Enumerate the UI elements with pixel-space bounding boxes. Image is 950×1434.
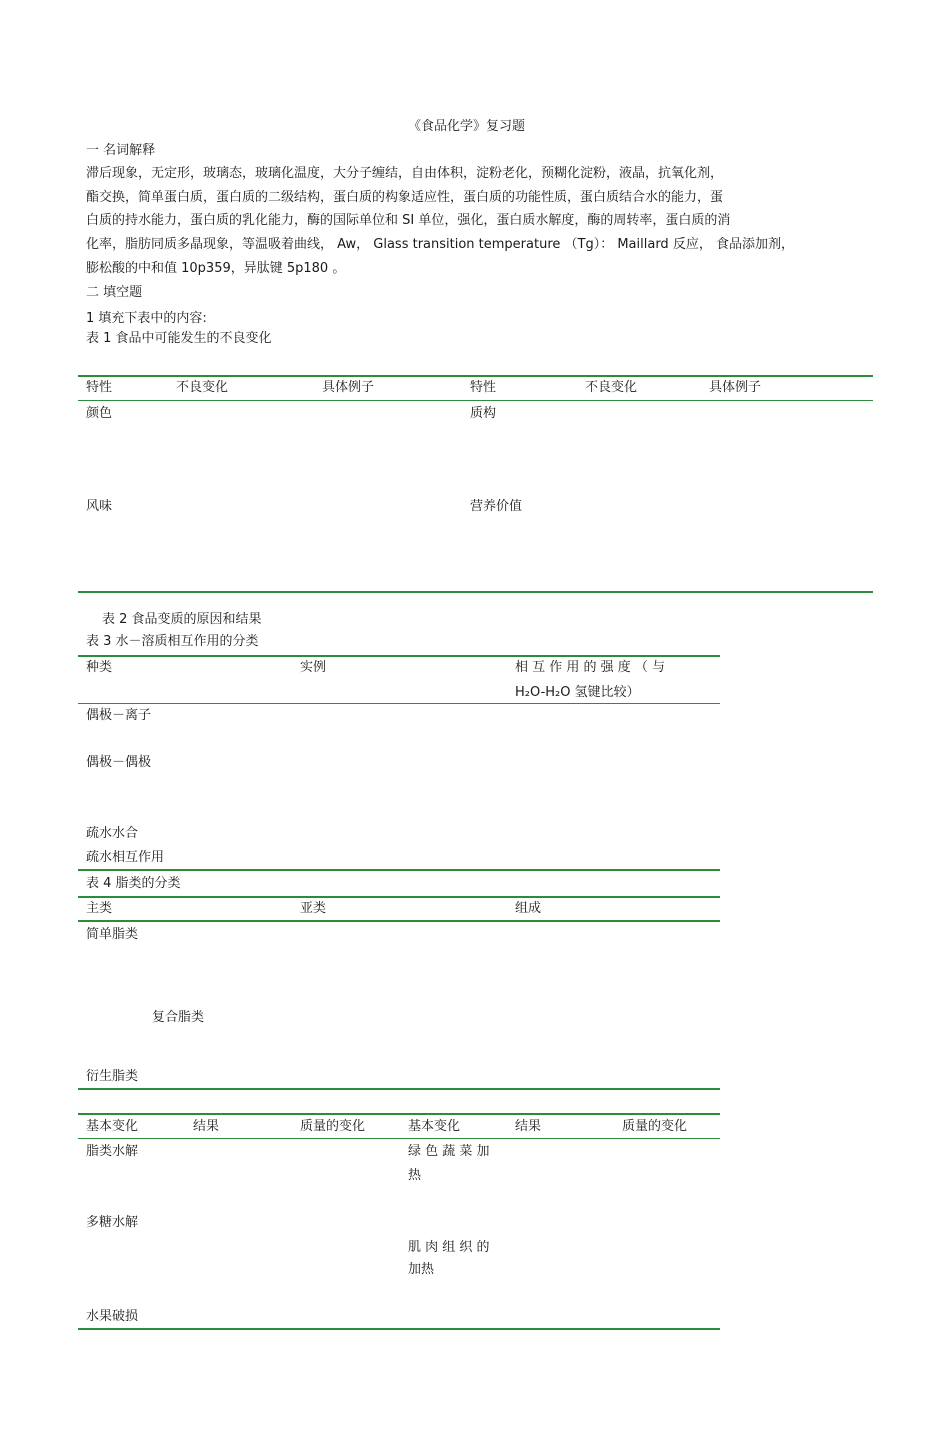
terms-line-4: 化率，脂肪同质多晶现象，等温吸着曲线， Aw， Glass transition temperature （Tg）： Maillard 反应， 食品添加剂， — [86, 237, 794, 252]
table1-header-cell: 不良变化 — [176, 380, 229, 395]
table3-row-label: 偶极－偶极 — [86, 755, 152, 770]
table5-row-label: 肌 肉 组 织 的 — [408, 1240, 490, 1255]
table3-top-rule — [78, 655, 720, 657]
table5-header-cell: 基本变化 — [408, 1119, 461, 1134]
table1-header-cell: 具体例子 — [322, 380, 375, 395]
section2-heading: 二 填空题 — [86, 285, 143, 300]
table5-row-label: 多糖水解 — [86, 1215, 139, 1230]
terms-line-3: 白质的持水能力，蛋白质的乳化能力，酶的国际单位和 SI 单位，强化，蛋白质水解度，酶的周转率，蛋白质的消 — [86, 213, 731, 228]
table1-header-cell: 特性 — [86, 380, 113, 395]
table4-row-label: 衍生脂类 — [86, 1069, 139, 1084]
table5-row-label: 水果破损 — [86, 1309, 139, 1324]
table3-caption: 表 3 水－溶质相互作用的分类 — [86, 634, 259, 649]
table4-header-rule — [78, 920, 720, 922]
table3-header-cell: 相 互 作 用 的 强 度 （ 与 — [515, 660, 666, 675]
table4-header-cell: 组成 — [515, 901, 542, 916]
terms-line-1: 滞后现象，无定形，玻璃态，玻璃化温度，大分子缠结，自由体积，淀粉老化，预糊化淀粉，液晶，抗氧化剂， — [86, 166, 724, 181]
table5-row-label: 热 — [408, 1168, 422, 1183]
table2-caption: 表 2 食品变质的原因和结果 — [102, 612, 262, 627]
table4-top-rule — [78, 896, 720, 898]
table1-header-cell: 不良变化 — [585, 380, 638, 395]
table1-top-rule — [78, 375, 873, 377]
table4-header-cell: 主类 — [86, 901, 113, 916]
table3-header-cell: 实例 — [300, 660, 327, 675]
table5-row-label: 加热 — [408, 1262, 435, 1277]
table5-header-cell: 结果 — [193, 1119, 220, 1134]
table1-header-cell: 特性 — [470, 380, 497, 395]
table1-caption: 表 1 食品中可能发生的不良变化 — [86, 331, 272, 346]
table5-header-cell: 结果 — [515, 1119, 542, 1134]
terms-line-2: 酯交换，简单蛋白质，蛋白质的二级结构，蛋白质的构象适应性，蛋白质的功能性质，蛋白质结合水的能力，蛋 — [86, 190, 724, 205]
section1-heading: 一 名词解释 — [86, 143, 156, 158]
table1-row-label: 风味 — [86, 499, 113, 514]
table1-bottom-rule — [78, 591, 873, 593]
table3-header-cell: 种类 — [86, 660, 113, 675]
table5-header-rule — [78, 1138, 720, 1139]
table3-header-rule — [78, 703, 720, 704]
table1-row-label: 颜色 — [86, 406, 113, 421]
document-title: 《食品化学》复习题 — [408, 119, 526, 134]
table1-header-cell: 具体例子 — [709, 380, 762, 395]
terms-line-5: 膨松酸的中和值 10p359，异肽键 5p180 。 — [86, 261, 346, 276]
table4-row-label: 复合脂类 — [152, 1010, 205, 1025]
table5-header-cell: 质量的变化 — [300, 1119, 366, 1134]
table4-caption: 表 4 脂类的分类 — [86, 876, 181, 891]
table1-row-label: 营养价值 — [470, 499, 523, 514]
table5-row-label: 脂类水解 — [86, 1144, 139, 1159]
table3-row-label: 疏水相互作用 — [86, 850, 165, 865]
table3-bottom-rule — [78, 869, 720, 871]
table4-row-label: 简单脂类 — [86, 927, 139, 942]
table3-row-label: 偶极－离子 — [86, 708, 152, 723]
table1-header-rule — [78, 400, 873, 401]
table5-header-cell: 质量的变化 — [622, 1119, 688, 1134]
table4-header-cell: 亚类 — [300, 901, 327, 916]
table1-row-label: 质构 — [470, 406, 497, 421]
table5-bottom-rule — [78, 1328, 720, 1330]
table5-row-label: 绿 色 蔬 菜 加 — [408, 1144, 490, 1159]
table3-header-cell: H₂O-H₂O 氢键比较） — [515, 685, 640, 700]
table4-bottom-rule — [78, 1088, 720, 1090]
fill-item-1: 1 填充下表中的内容: — [86, 311, 207, 326]
table5-header-cell: 基本变化 — [86, 1119, 139, 1134]
table3-row-label: 疏水水合 — [86, 826, 139, 841]
table5-top-rule — [78, 1113, 720, 1115]
